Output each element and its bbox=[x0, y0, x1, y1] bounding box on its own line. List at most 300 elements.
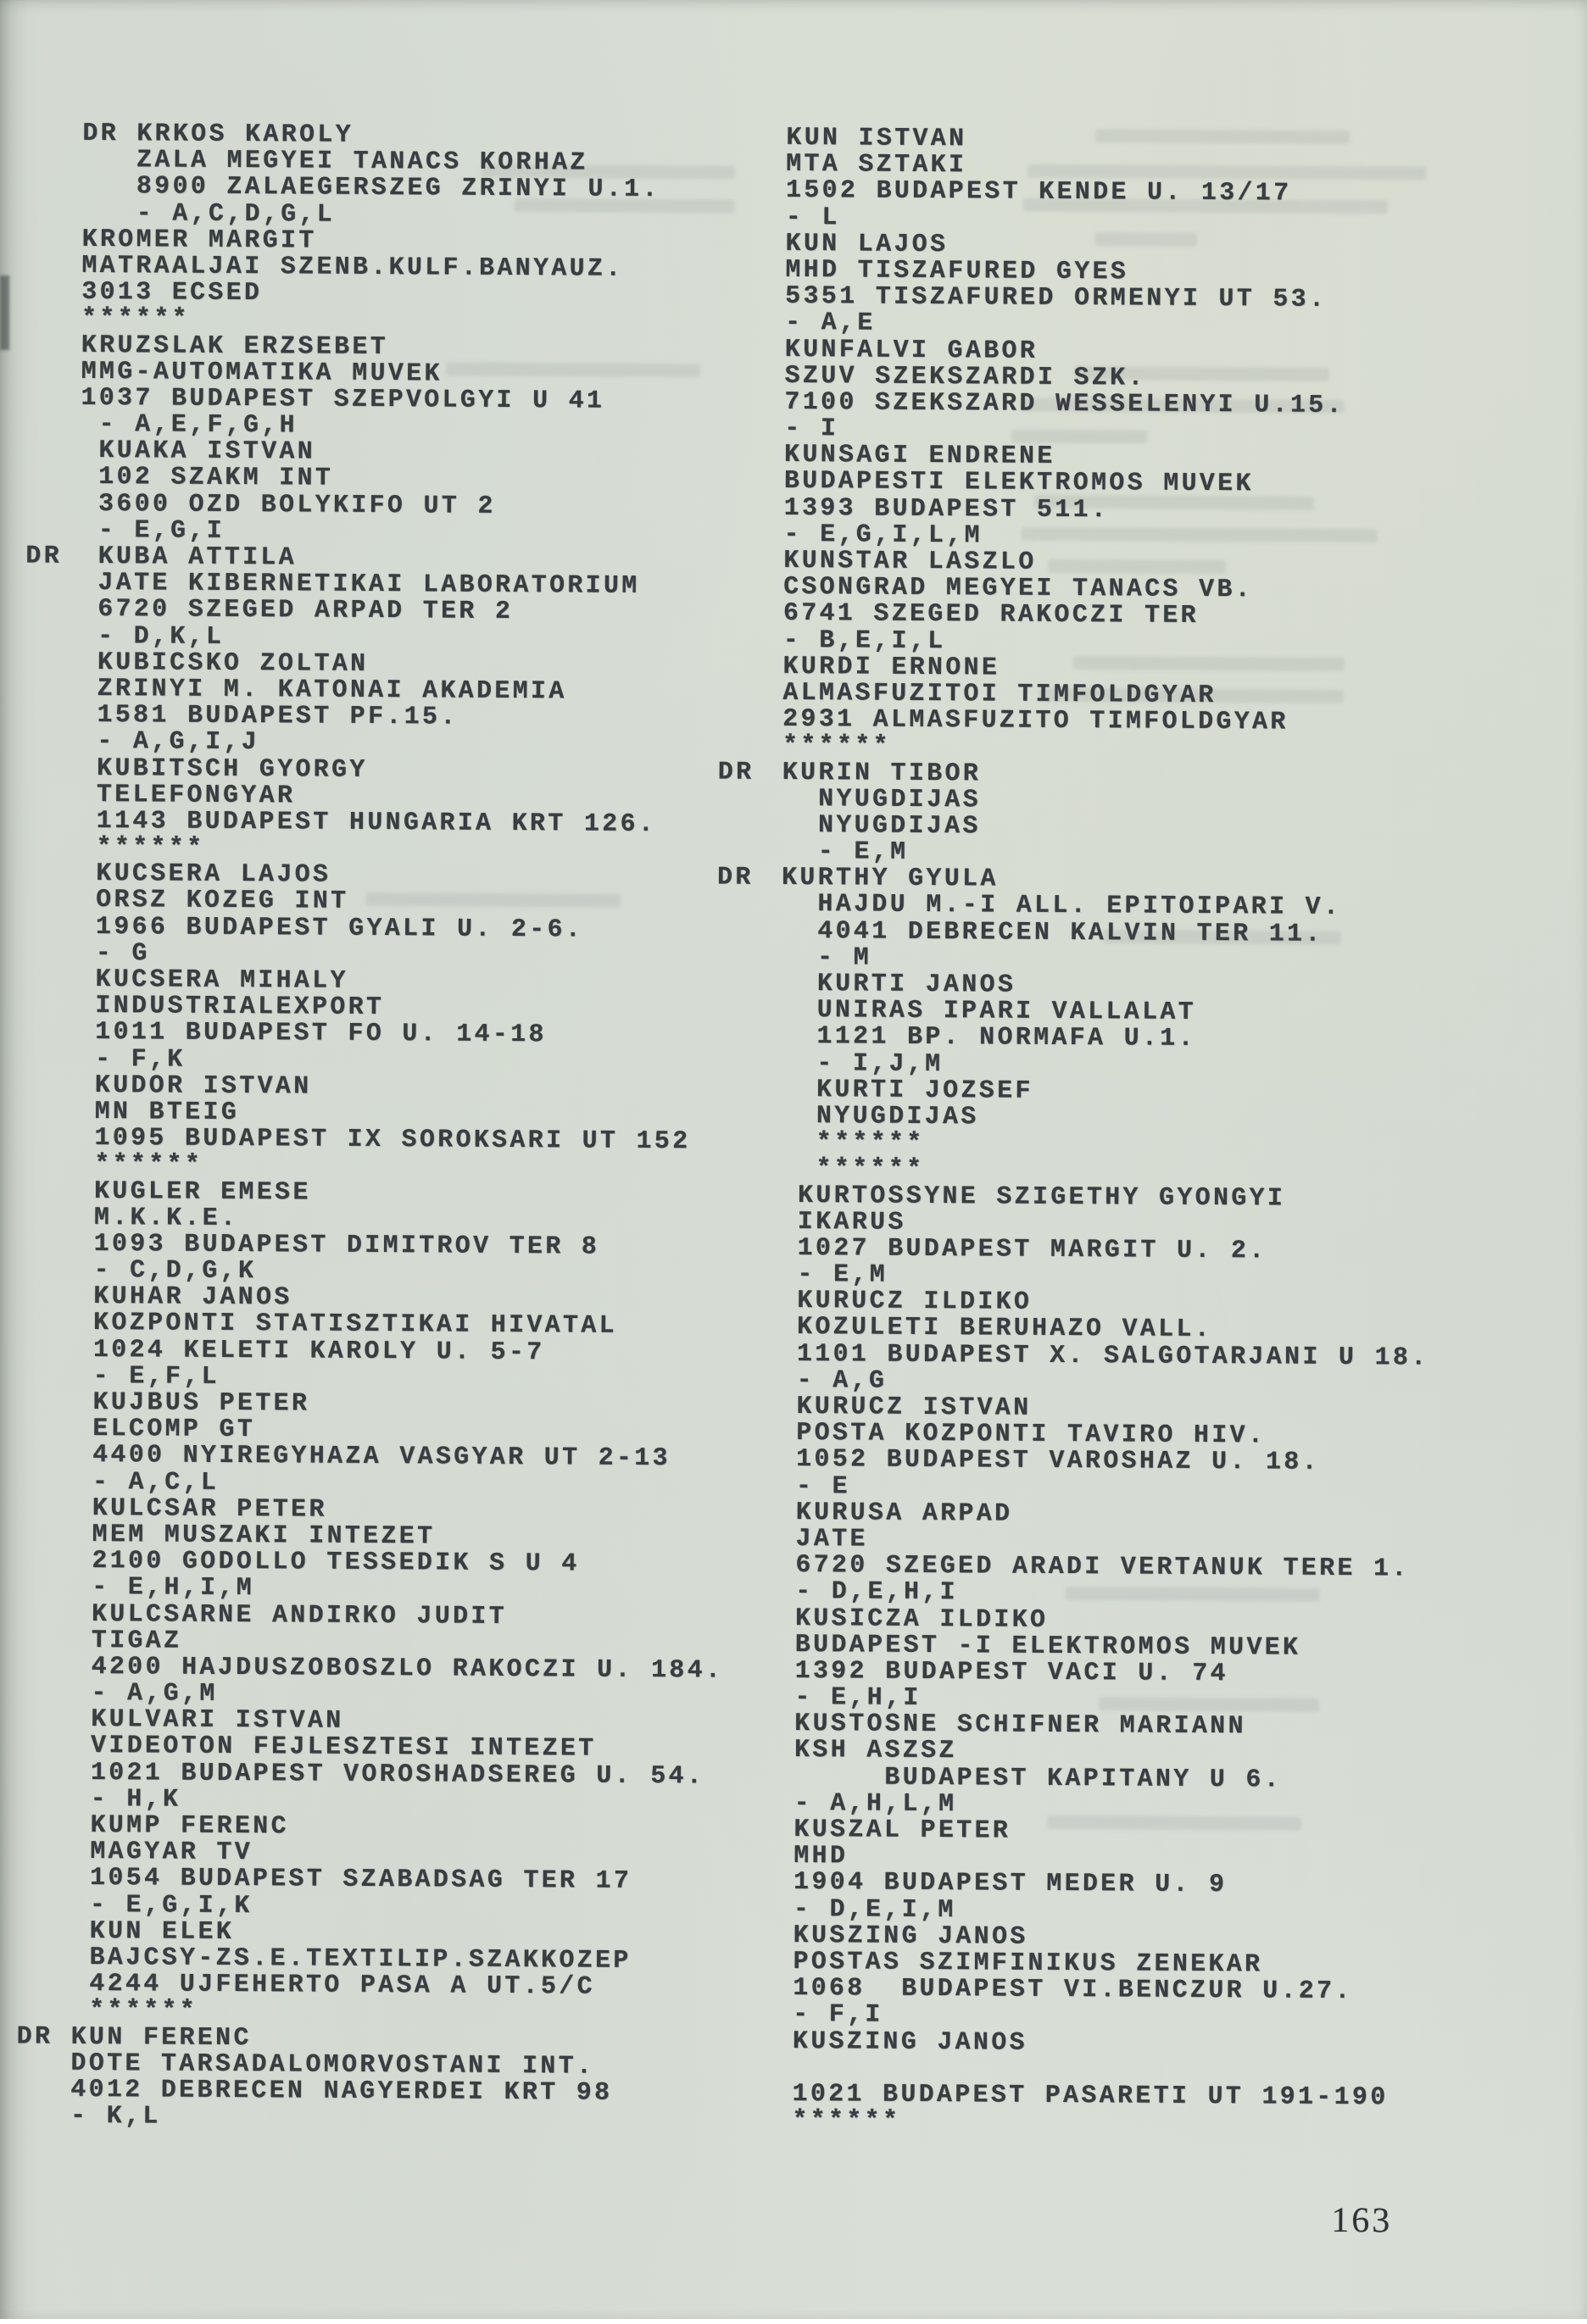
bleed-through-mark bbox=[1095, 129, 1350, 144]
line-text: 1054 BUDAPEST SZABADSAG TER 17 bbox=[89, 1864, 632, 1897]
bleed-through-mark bbox=[1099, 1697, 1319, 1712]
line-text: KUGLER EMESE bbox=[93, 1176, 311, 1208]
directory-line bbox=[82, 227, 786, 258]
directory-line bbox=[785, 284, 1531, 315]
line-text: ****** bbox=[81, 304, 190, 334]
directory-line bbox=[70, 2051, 774, 2082]
line-text: NYUGDIJAS bbox=[816, 1102, 979, 1132]
directory-line bbox=[785, 336, 1531, 368]
directory-line bbox=[777, 1526, 1523, 1558]
directory-line bbox=[782, 813, 1528, 844]
directory-line bbox=[75, 1387, 778, 1421]
line-text: MN BTEIG bbox=[94, 1097, 240, 1127]
directory-line bbox=[775, 1896, 1521, 1927]
directory-line bbox=[71, 1998, 775, 2028]
directory-line bbox=[80, 597, 783, 627]
line-text: 6720 SZEGED ARADI VERTANUK TERE 1. bbox=[795, 1551, 1410, 1584]
directory-line bbox=[78, 806, 782, 839]
directory-line bbox=[776, 1765, 1522, 1796]
line-text: KURTI JOZSEF bbox=[816, 1075, 1033, 1106]
directory-line bbox=[782, 839, 1528, 870]
line-text: KUMP FERENC bbox=[90, 1810, 289, 1842]
line-text: ****** bbox=[89, 1996, 198, 2027]
line-text bbox=[774, 2054, 793, 2082]
directory-line bbox=[72, 1760, 776, 1790]
directory-line bbox=[776, 1788, 1522, 1822]
directory-line bbox=[75, 1361, 778, 1394]
directory-line bbox=[78, 914, 782, 944]
directory-line bbox=[76, 1152, 780, 1182]
bleed-through-mark bbox=[1048, 559, 1226, 574]
line-text: ELCOMP GT bbox=[92, 1415, 256, 1445]
directory-line bbox=[73, 1707, 777, 1737]
dr-prefix: DR bbox=[16, 2021, 53, 2052]
line-text: - D,E,H,I bbox=[795, 1577, 959, 1608]
directory-line bbox=[716, 863, 1528, 897]
directory-line bbox=[786, 178, 1532, 209]
line-text: CSONGRAD MEGYEI TANACS VB. bbox=[783, 573, 1254, 605]
line-text: ****** bbox=[96, 833, 205, 863]
line-text: JATE bbox=[795, 1524, 868, 1554]
directory-line bbox=[73, 1733, 777, 1764]
line-text: KUHAR JANOS bbox=[93, 1282, 292, 1313]
directory-line bbox=[781, 942, 1527, 976]
line-text: 2100 GODOLLO TESSEDIK S U 4 bbox=[92, 1547, 580, 1579]
line-text: 1143 BUDAPEST HUNGARIA KRT 126. bbox=[96, 806, 657, 839]
line-text: ZRINYI M. KATONAI AKADEMIA bbox=[97, 674, 567, 707]
directory-line bbox=[74, 1493, 777, 1526]
directory-line bbox=[73, 1654, 777, 1685]
directory-line bbox=[777, 1656, 1523, 1690]
directory-line bbox=[783, 575, 1529, 606]
line-text: KUAKA ISTVAN bbox=[98, 436, 316, 467]
line-text: - H,K bbox=[90, 1784, 181, 1815]
page-number: 163 bbox=[1331, 2200, 1393, 2241]
line-text: 102 SZAKM INT bbox=[98, 463, 334, 494]
line-text: - I,J,M bbox=[816, 1048, 944, 1079]
directory-line bbox=[782, 733, 1529, 764]
directory-line bbox=[775, 2002, 1521, 2033]
line-text: KUNFALVI GABOR bbox=[784, 335, 1039, 366]
line-text: 4244 UJFEHERTO PASA A UT.5/C bbox=[89, 1970, 595, 2002]
bleed-through-mark bbox=[1073, 656, 1345, 671]
line-text: 1393 BUDAPEST 511. bbox=[783, 493, 1110, 525]
line-text: 1966 BUDAPEST GYALI U. 2-6. bbox=[95, 912, 584, 945]
directory-line bbox=[779, 1288, 1525, 1320]
directory-line bbox=[777, 1605, 1523, 1637]
line-text: BAJCSY-ZS.E.TEXTILIP.SZAKKOZEP bbox=[89, 1943, 632, 1976]
line-text: 1021 BUDAPEST PASARETI UT 191-190 bbox=[792, 2079, 1389, 2113]
line-text: - I bbox=[784, 414, 839, 444]
bleed-through-mark bbox=[1023, 198, 1388, 214]
directory-line bbox=[783, 627, 1529, 659]
directory-line bbox=[81, 332, 785, 363]
directory-line bbox=[775, 2028, 1521, 2060]
bleed-through-mark bbox=[1104, 930, 1341, 945]
line-text: 1581 BUDAPEST PF.15. bbox=[97, 701, 459, 732]
line-text: DOTE TARSADALOMORVOSTANI INT. bbox=[70, 2049, 595, 2082]
line-text: 4041 DEBRECEN KALVIN TER 11. bbox=[817, 916, 1323, 949]
bleed-through-mark bbox=[1027, 164, 1426, 181]
directory-line bbox=[79, 729, 782, 759]
directory-line bbox=[780, 1104, 1526, 1135]
directory-line bbox=[72, 1865, 776, 1896]
line-text: 4200 HAJDUSZOBOSZLO RAKOCZI U. 184. bbox=[91, 1652, 724, 1686]
directory-column-right bbox=[716, 123, 1532, 2139]
line-text: KOZPONTI STATISZTIKAI HIVATAL bbox=[92, 1309, 617, 1342]
directory-line bbox=[774, 2055, 1520, 2087]
directory-line bbox=[74, 1575, 777, 1605]
directory-line bbox=[784, 387, 1530, 421]
directory-line bbox=[778, 1421, 1524, 1452]
directory-line bbox=[70, 2101, 774, 2134]
line-text: KULCSAR PETER bbox=[92, 1493, 327, 1525]
line-text: 6741 SZEGED RAKOCZI TER bbox=[782, 599, 1199, 631]
line-text: TIGAZ bbox=[91, 1626, 182, 1656]
line-text: - E,G,I bbox=[97, 515, 226, 546]
line-text: KRUZSLAK ERZSEBET bbox=[81, 331, 389, 362]
line-text: ****** bbox=[816, 1128, 925, 1159]
line-text: IKARUS bbox=[797, 1207, 906, 1237]
directory-line bbox=[82, 200, 786, 231]
bleed-through-mark bbox=[1066, 1587, 1320, 1602]
line-text: - C,D,G,K bbox=[93, 1256, 257, 1287]
directory-line bbox=[781, 998, 1527, 1029]
line-text: - A,G bbox=[796, 1365, 888, 1396]
line-text: - A,E,F,G,H bbox=[98, 410, 298, 441]
directory-line bbox=[786, 125, 1532, 157]
line-text: 1052 BUDAPEST VAROSHAZ U. 18. bbox=[796, 1445, 1321, 1478]
directory-line bbox=[777, 1685, 1523, 1716]
line-text: 3600 OZD BOLYKIFO UT 2 bbox=[97, 489, 496, 521]
line-text: KUNSTAR LASZLO bbox=[783, 546, 1037, 577]
line-text: - E,H,I,M bbox=[92, 1573, 255, 1604]
line-text: ZALA MEGYEI TANACS KORHAZ bbox=[136, 146, 588, 178]
line-text: UNIRAS IPARI VALLALAT bbox=[816, 996, 1197, 1028]
directory-line bbox=[783, 601, 1529, 632]
directory-line bbox=[77, 967, 781, 998]
line-text: KUBICSKO ZOLTAN bbox=[97, 648, 369, 679]
directory-line bbox=[81, 277, 785, 310]
directory-line bbox=[74, 1548, 777, 1579]
directory-line bbox=[777, 1579, 1523, 1610]
dr-prefix: DR bbox=[717, 757, 755, 787]
line-text: 7100 SZEKSZARD WESSELENYI U.15. bbox=[784, 387, 1345, 420]
directory-line bbox=[786, 152, 1532, 183]
directory-line bbox=[784, 416, 1530, 448]
directory-line bbox=[781, 1024, 1527, 1055]
line-text: - A,E bbox=[784, 309, 876, 338]
directory-line bbox=[779, 1315, 1525, 1346]
bleed-through-mark bbox=[1022, 398, 1344, 414]
directory-line bbox=[81, 438, 784, 469]
directory-line bbox=[81, 359, 785, 390]
line-text: - B,E,I,L bbox=[782, 625, 946, 656]
bleed-through-mark bbox=[366, 892, 621, 908]
directory-line bbox=[776, 1843, 1522, 1875]
bleed-through-mark bbox=[1095, 232, 1197, 247]
directory-line bbox=[774, 2108, 1520, 2139]
bleed-through-mark bbox=[481, 164, 735, 180]
line-text: MAGYAR TV bbox=[90, 1838, 253, 1868]
line-text: - A,G,I,J bbox=[97, 727, 260, 758]
directory-line bbox=[81, 464, 784, 495]
line-text: 6720 SZEGED ARPAD TER 2 bbox=[97, 595, 514, 627]
line-text: KUCSERA LAJOS bbox=[96, 859, 331, 890]
directory-line bbox=[783, 493, 1530, 527]
directory-line bbox=[781, 1050, 1527, 1081]
line-text: KURUCZ ILDIKO bbox=[797, 1287, 1033, 1317]
line-text: 1101 BUDAPEST X. SALGOTARJANI U 18. bbox=[796, 1339, 1429, 1373]
directory-line bbox=[75, 1416, 778, 1447]
line-text: KUSZING JANOS bbox=[793, 1921, 1028, 1952]
directory-line bbox=[73, 1628, 777, 1659]
directory-line bbox=[81, 306, 785, 336]
directory-line bbox=[778, 1394, 1524, 1426]
line-text: 1011 BUDAPEST FO U. 14-18 bbox=[95, 1018, 547, 1050]
directory-line bbox=[77, 938, 781, 971]
line-text: - E,M bbox=[797, 1260, 888, 1290]
line-text: KUN LAJOS bbox=[785, 229, 949, 259]
directory-line bbox=[78, 835, 782, 865]
directory-line bbox=[779, 1233, 1525, 1267]
bleed-through-mark bbox=[1021, 527, 1377, 543]
directory-line bbox=[80, 623, 783, 653]
line-text: KURDI ERNONE bbox=[782, 652, 1000, 683]
directory-line bbox=[75, 1231, 779, 1262]
directory-line bbox=[72, 1892, 776, 1922]
line-text: POSTAS SZIMFINIKUS ZENEKAR bbox=[793, 1947, 1263, 1980]
directory-line bbox=[80, 515, 783, 548]
line-text: MATRAALJAI SZENB.KULF.BANYAUZ. bbox=[81, 251, 624, 284]
line-text: MTA SZTAKI bbox=[786, 150, 967, 181]
directory-line bbox=[75, 1284, 779, 1315]
line-text: KURUSA ARPAD bbox=[795, 1498, 1013, 1529]
directory-line bbox=[780, 1130, 1526, 1161]
directory-line bbox=[785, 310, 1531, 342]
line-text: 4012 DEBRECEN NAGYERDEI KRT 98 bbox=[70, 2075, 613, 2108]
line-text: 1095 BUDAPEST IX SOROKSARI UT 152 bbox=[94, 1124, 691, 1157]
directory-line bbox=[777, 1553, 1523, 1584]
directory-line bbox=[778, 1339, 1524, 1373]
line-text: MEM MUSZAKI INTEZET bbox=[92, 1520, 436, 1552]
directory-line bbox=[784, 361, 1531, 395]
directory-line bbox=[784, 469, 1530, 500]
line-text: 2931 ALMASFUZITO TIMFOLDGYAR bbox=[782, 705, 1289, 737]
directory-line bbox=[778, 1473, 1524, 1504]
directory-column-left bbox=[16, 119, 786, 2134]
bleed-through-mark bbox=[446, 362, 700, 377]
directory-line bbox=[784, 442, 1530, 474]
line-text: KUSZAL PETER bbox=[794, 1815, 1011, 1846]
line-text: 1093 BUDAPEST DIMITROV TER 8 bbox=[93, 1229, 600, 1262]
directory-line bbox=[779, 1209, 1525, 1241]
directory-line bbox=[775, 1923, 1521, 1954]
directory-line bbox=[777, 1711, 1523, 1743]
line-text: 1021 BUDAPEST VOROSHADSEREG U. 54. bbox=[90, 1758, 705, 1791]
directory-line bbox=[786, 231, 1532, 263]
line-text: MHD TISZAFURED GYES bbox=[785, 255, 1129, 287]
line-text: KURIN TIBOR bbox=[782, 758, 982, 788]
directory-line bbox=[81, 412, 784, 442]
line-text: KULCSARNE ANDIRKO JUDIT bbox=[91, 1599, 508, 1632]
line-text: KROMER MARGIT bbox=[81, 225, 317, 256]
line-text: ALMASFUZITOI TIMFOLDGYAR bbox=[782, 678, 1217, 710]
line-text: ORSZ KOZEG INT bbox=[96, 886, 349, 917]
directory-line bbox=[72, 1784, 776, 1817]
directory-line bbox=[82, 147, 786, 178]
directory-line bbox=[79, 755, 782, 786]
directory-line bbox=[78, 861, 782, 892]
line-text: 1392 BUDAPEST VACI U. 74 bbox=[794, 1656, 1228, 1689]
directory-line bbox=[781, 971, 1527, 1003]
dr-prefix: DR bbox=[716, 863, 754, 892]
directory-line bbox=[782, 707, 1529, 738]
directory-line bbox=[79, 676, 782, 707]
bleed-through-mark bbox=[1011, 430, 1147, 444]
directory-line bbox=[71, 1945, 775, 1976]
line-text: - G bbox=[95, 938, 150, 969]
line-text: KUSZING JANOS bbox=[792, 2027, 1027, 2058]
directory-line bbox=[74, 1601, 777, 1632]
line-text: 1024 KELETI KAROLY U. 5-7 bbox=[92, 1335, 545, 1367]
directory-line bbox=[82, 174, 786, 204]
directory-line bbox=[75, 1337, 779, 1367]
directory-line bbox=[81, 253, 785, 284]
line-text: - A,C,D,G,L bbox=[136, 198, 336, 230]
line-text: KUDOR ISTVAN bbox=[94, 1070, 312, 1102]
directory-line bbox=[782, 892, 1528, 923]
line-text: JATE KIBERNETIKAI LABORATORIUM bbox=[97, 569, 640, 602]
directory-line bbox=[71, 1916, 775, 1949]
line-text: NYUGDIJAS bbox=[817, 811, 981, 842]
line-text: - M bbox=[816, 942, 872, 973]
directory-line bbox=[75, 1469, 778, 1499]
line-text: - F,I bbox=[793, 2000, 883, 2030]
line-text: SZUV SZEKSZARDI SZK. bbox=[784, 361, 1146, 393]
directory-line bbox=[779, 1262, 1525, 1293]
line-text: ****** bbox=[792, 2106, 901, 2136]
line-text: - E,G,I,L,M bbox=[783, 520, 983, 551]
line-text: KUCSERA MIHALY bbox=[95, 965, 348, 996]
line-text: KUNSAGI ENDRENE bbox=[783, 441, 1055, 472]
directory-line bbox=[75, 1443, 778, 1473]
directory-line bbox=[76, 1178, 780, 1209]
line-text: BUDAPEST -I ELEKTROMOS MUVEK bbox=[794, 1630, 1301, 1663]
directory-line bbox=[76, 1126, 780, 1156]
line-text: KUJBUS PETER bbox=[92, 1387, 310, 1419]
directory-line bbox=[79, 650, 782, 681]
line-text: KUN FERENC bbox=[70, 2022, 252, 2053]
directory-line bbox=[780, 1182, 1526, 1214]
line-text: - A,H,L,M bbox=[794, 1788, 957, 1820]
line-text: - A,G,M bbox=[91, 1679, 218, 1709]
line-text: BUDAPEST KAPITANY U 6. bbox=[884, 1763, 1283, 1795]
directory-line bbox=[72, 1839, 776, 1870]
line-text: DR KRKOS KAROLY bbox=[82, 119, 354, 150]
line-text: KUSTOSNE SCHIFNER MARIANN bbox=[794, 1710, 1246, 1742]
line-text: KOZULETI BERUHAZO VALL. bbox=[796, 1313, 1213, 1345]
directory-line bbox=[777, 1500, 1523, 1532]
bleed-through-mark bbox=[1075, 366, 1329, 381]
line-text: - F,K bbox=[94, 1044, 186, 1075]
line-text: KURTI JANOS bbox=[816, 970, 1016, 1000]
bleed-through-mark bbox=[1047, 1815, 1301, 1831]
line-text: 1068 BUDAPEST VI.BENCZUR U.27. bbox=[793, 1974, 1353, 2007]
directory-line bbox=[780, 1156, 1526, 1187]
line-text: - L bbox=[785, 203, 840, 232]
line-text: - E bbox=[795, 1471, 850, 1501]
line-text: - E,G,I,K bbox=[89, 1890, 253, 1921]
directory-line bbox=[785, 255, 1531, 289]
directory-line bbox=[73, 1681, 777, 1711]
directory-line bbox=[77, 993, 781, 1024]
directory-line bbox=[782, 678, 1529, 712]
line-text: - D,E,I,M bbox=[793, 1894, 956, 1925]
line-text: TELEFONGYAR bbox=[96, 780, 296, 811]
line-text: M.K.K.E. bbox=[93, 1203, 239, 1233]
line-text: KUN ISTVAN bbox=[786, 123, 967, 154]
directory-line bbox=[782, 916, 1528, 950]
line-text: - D,K,L bbox=[97, 621, 225, 652]
line-text: VIDEOTON FEJLESZTESI INTEZET bbox=[90, 1732, 597, 1765]
line-text: - E,H,I bbox=[794, 1683, 922, 1713]
directory-line bbox=[74, 1522, 777, 1553]
line-text: KUN ELEK bbox=[89, 1916, 235, 1947]
directory-line bbox=[77, 1020, 781, 1050]
directory-line bbox=[75, 1310, 779, 1341]
directory-line bbox=[80, 570, 783, 601]
line-text: KURTOSSYNE SZIGETHY GYONGYI bbox=[797, 1181, 1286, 1214]
line-text: KUSICZA ILDIKO bbox=[794, 1604, 1049, 1635]
line-text: 1121 BP. NORMAFA U.1. bbox=[816, 1022, 1196, 1054]
directory-line bbox=[778, 1447, 1524, 1478]
line-text: NYUGDIJAS bbox=[818, 784, 982, 815]
line-text: MHD bbox=[794, 1842, 849, 1871]
directory-line bbox=[76, 1070, 780, 1104]
line-text: 3013 ECSED bbox=[81, 277, 263, 309]
line-text: INDUSTRIALEXPORT bbox=[95, 992, 385, 1023]
line-text: - E,F,L bbox=[92, 1361, 220, 1392]
directory-line bbox=[75, 1258, 779, 1288]
line-text: MMG-AUTOMATIKA MUVEK bbox=[81, 357, 443, 389]
directory-line bbox=[25, 542, 783, 575]
line-text: - K,L bbox=[70, 2101, 161, 2132]
directory-line bbox=[79, 782, 782, 813]
directory-line bbox=[82, 121, 786, 152]
directory-line bbox=[782, 654, 1529, 686]
directory-line bbox=[775, 1949, 1521, 1981]
directory-line bbox=[81, 383, 784, 416]
line-text: 4400 NYIREGYHAZA VASGYAR UT 2-13 bbox=[92, 1441, 671, 1474]
directory-line bbox=[777, 1737, 1523, 1769]
directory-line bbox=[72, 1810, 776, 1843]
line-text: 1502 BUDAPEST KENDE U. 13/17 bbox=[785, 176, 1292, 208]
directory-line bbox=[70, 2077, 774, 2108]
directory-line bbox=[778, 1365, 1524, 1399]
directory-line bbox=[78, 887, 782, 918]
directory-line bbox=[16, 2021, 775, 2054]
line-text: - A,C,L bbox=[92, 1467, 220, 1498]
directory-line bbox=[776, 1870, 1522, 1901]
line-text: ****** bbox=[816, 1154, 925, 1185]
dr-prefix: DR bbox=[25, 542, 63, 571]
directory-line bbox=[79, 703, 782, 733]
line-text: KULVARI ISTVAN bbox=[91, 1705, 344, 1737]
directory-line bbox=[81, 491, 784, 521]
directory-line bbox=[783, 548, 1529, 580]
line-text: ****** bbox=[94, 1150, 203, 1181]
